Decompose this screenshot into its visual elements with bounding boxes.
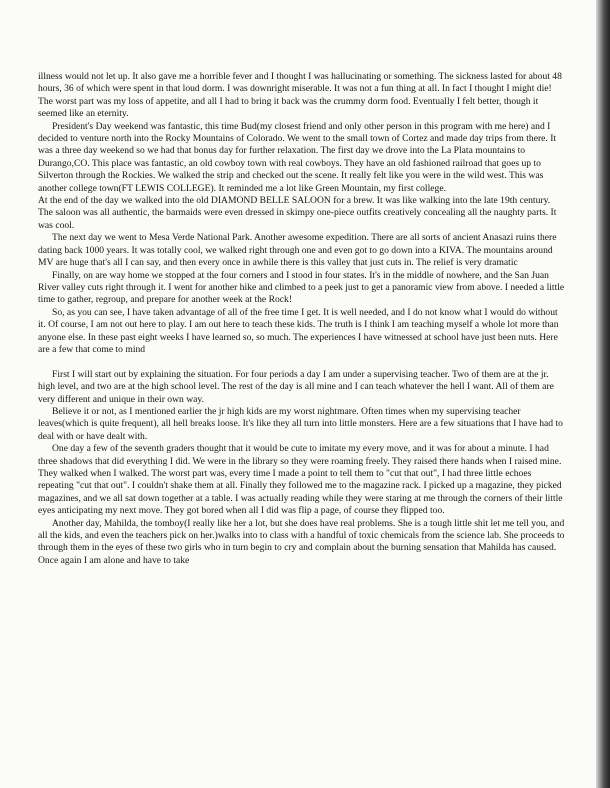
paragraph-situation: First I will start out by explaining the situation. For four periods a day I am under a supervising teacher. Two of them are at the jr. high level, and two are at the high school level. The rest of the day is all mine and I can teach whatever the hell I want. All of them are very different and unique in their own way. (38, 368, 554, 405)
paragraph-illness: illness would not let up. It also gave me a horrible fever and I thought I was hallucinating or something. The sickness lasted for about 48 hours, 36 of which were spent in that loud dorm. I was downright miserable. It was not a fun thing at all. In fact I thought I might die! The worst part was my loss of appetite, and all I had to bring it back was the crummy dorm food. Eventually I felt better, though it seemed like an eternity. (38, 71, 562, 120)
paragraph-free-time: So, as you can see, I have taken advantage of all of the free time I get. It is well needed, and I do not know what I would do without it. Of course, I am not out here to play. I am out here to teach these kids. The truth is I think I am teaching myself a whole lot more than anyone else. In these past eight weeks I have learned so, so much. The experiences I have witnessed at school have just been nuts. Here are a few that come to mind (38, 306, 559, 355)
paragraph-presidents-day: President's Day weekend was fantastic, this time Bud(my closest friend and only other person in this program with me here) and I decided to venture north into the Rocky Mountains of Colorado. We went to the small town of Cortez and made day trips from there. It was a three day weekend so we had that bonus day for further relaxation. The first day we drove into the La Plata mountains to Durango,CO. This place was fantastic, an old cowboy town with real cowboys. They have an old fashioned railroad that goes up to Silverton through the Rockies. We walked the strip and checked out the scene. It really felt like you were in the wild west. This was another college town(FT LEWIS COLLEGE). It reminded me a lot like Green Mountain, my first college. (38, 120, 557, 194)
paragraph-mahilda: Another day, Mahilda, the tomboy(I really like her a lot, but she does have real problems. She is a tough little shit let me tell you, and all the kids, and even the teachers pick on her.)walks into to class with a handful of toxic chemicals from the science lab. She proceeds to through them in the eyes of these two girls who in turn begin to cry and complain about the burning sensation that Mahilda has caused. Once again I am alone and have to take (38, 517, 565, 566)
scan-edge-shadow (596, 0, 610, 788)
paragraph-shadows: One day a few of the seventh graders thought that it would be cute to imitate my every move, and it was for about a minute. I had three shadows that did everything I did. We were in the library so they were roaming freely. They raised there hands when I raised mine. They walked when I walked. The worst part was, every time I made a point to tell them to "cut that out", I had three little echoes repeating "cut that out". I couldn't shake them at all. Finally they followed me to the magazine rack. I picked up a magazine, they picked magazines, and we all sat down together at a table. I was actually reading while they were staring at me through the corners of their little eyes anticipating my next move. They got bored when all I did was flip a page, of course they flipped too. (38, 443, 563, 517)
paragraph-spacer (38, 356, 566, 368)
paragraph-mesa-verde: The next day we went to Mesa Verde National Park. Another awesome expedition. There are all sorts of ancient Anasazi ruins there dating back 1000 years. It was totally cool, we walked right through one and even got to go down into a KIVA. The mountains around MV are huge that's all I can say, and then every once in awhile there is this valley that just cuts in. The relief is very dramatic (38, 232, 557, 269)
paragraph-four-corners: Finally, on are way home we stopped at the four corners and I stood in four states. It's in the middle of nowhere, and the San Juan River valley cuts right through it. I went for another hike and climbed to a peek just to get a panoramic view from above. I needed a little time to gather, regroup, and prepare for another week at the Rock! (38, 269, 565, 306)
paragraph-saloon: At the end of the day we walked into the old DIAMOND BELLE SALOON for a brew. It was like walking into the late 19th century. The saloon was all authentic, the barmaids were even dressed in skimpy one-piece outfits creatively concealing all the naughty parts. It was cool. (38, 195, 557, 231)
letter-body (38, 71, 566, 567)
paragraph-jr-high: Believe it or not, as I mentioned earlier the jr high kids are my worst nightmare. Often times when my supervising teacher leaves(which is quite frequent), all hell breaks loose. It's like they all turn into little monsters. Here are a few situations that I have had to deal with or have dealt with. (38, 405, 563, 442)
